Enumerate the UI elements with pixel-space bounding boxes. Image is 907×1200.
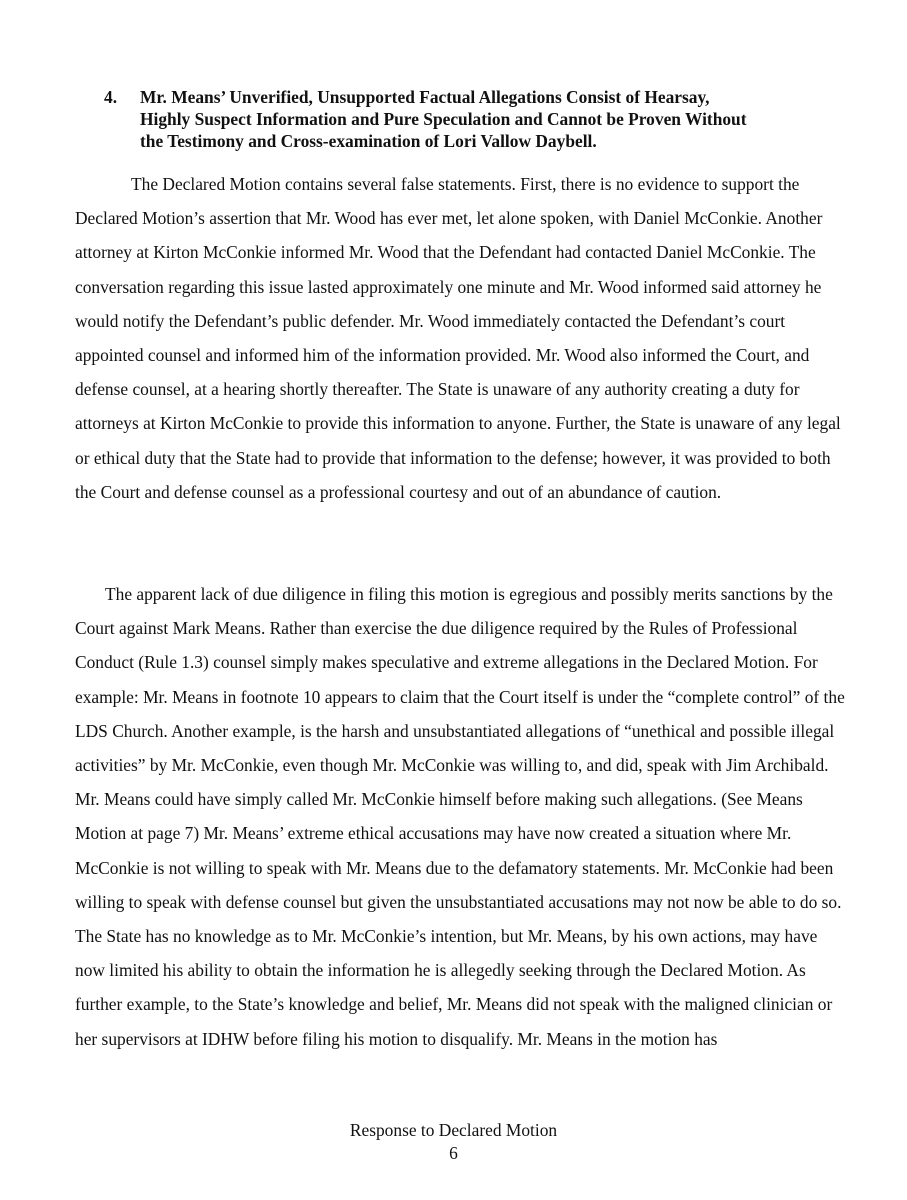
section-heading-line-3: the Testimony and Cross-examination of Lori Vallow Daybell.: [140, 131, 597, 151]
section-heading-line-1: Mr. Means’ Unverified, Unsupported Factual Allegations Consist of Hearsay,: [140, 87, 710, 107]
page-number: 6: [449, 1143, 458, 1163]
paragraph-2-text: The apparent lack of due diligence in filing this motion is egregious and possibly merits sanctions by the Court against Mark Means. Rather than exercise the due diligence required by the Rules of Professional Conduct (Rule 1.3) counsel simply makes speculative and extreme allegations in the Declared Motion. For example: Mr. Means in footnote 10 appears to claim that the Court itself is under the “complete control” of the LDS Church. Another example, is the harsh and unsubstantiated allegations of “unethical and possible illegal activities” by Mr. McConkie, even though Mr. McConkie was willing to, and did, speak with Jim Archibald. Mr. Means could have simply called Mr. McConkie himself before making such allegations. (See Means Motion at page 7) Mr. Means’ extreme ethical accusations may have now created a situation where Mr. McConkie is not willing to speak with Mr. Means due to the defamatory statements. Mr. McConkie had been willing to speak with defense counsel but given the unsubstantiated accusations may not now be able to do so. The State has no knowledge as to Mr. McConkie’s intention, but Mr. Means, by his own actions, may have now limited his ability to obtain the information he is allegedly seeking through the Declared Motion. As further example, to the State’s knowledge and belief, Mr. Means did not speak with the maligned clinician or her supervisors at IDHW before filing his motion to disqualify. Mr. Means in the motion has: [75, 584, 845, 1049]
footer-title: Response to Declared Motion: [349, 1120, 558, 1140]
section-heading: [104, 86, 844, 152]
paragraph-1-text: The Declared Motion contains several false statements. First, there is no evidence to support the Declared Motion’s assertion that Mr. Wood has ever met, let alone spoken, with Daniel McConkie. Another attorney at Kirton McConkie informed Mr. Wood that the Defendant had contacted Daniel McConkie. The conversation regarding this issue lasted approximately one minute and Mr. Wood informed said attorney he would notify the Defendant’s public defender. Mr. Wood immediately contacted the Defendant’s court appointed counsel and informed him of the information provided. Mr. Wood also informed the Court, and defense counsel, at a hearing shortly thereafter. The State is unaware of any authority creating a duty for attorneys at Kirton McConkie to provide this information to anyone. Further, the State is unaware of any legal or ethical duty that the State had to provide that information to the defense; however, it was provided to both the Court and defense counsel as a professional courtesy and out of an abundance of caution.: [75, 174, 841, 502]
paragraph-1: [75, 167, 850, 509]
section-heading-text: [140, 86, 844, 152]
paragraph-2: [75, 577, 850, 1056]
section-heading-line-2: Highly Suspect Information and Pure Speculation and Cannot be Proven Without: [140, 109, 747, 129]
section-number: 4.: [104, 87, 118, 107]
